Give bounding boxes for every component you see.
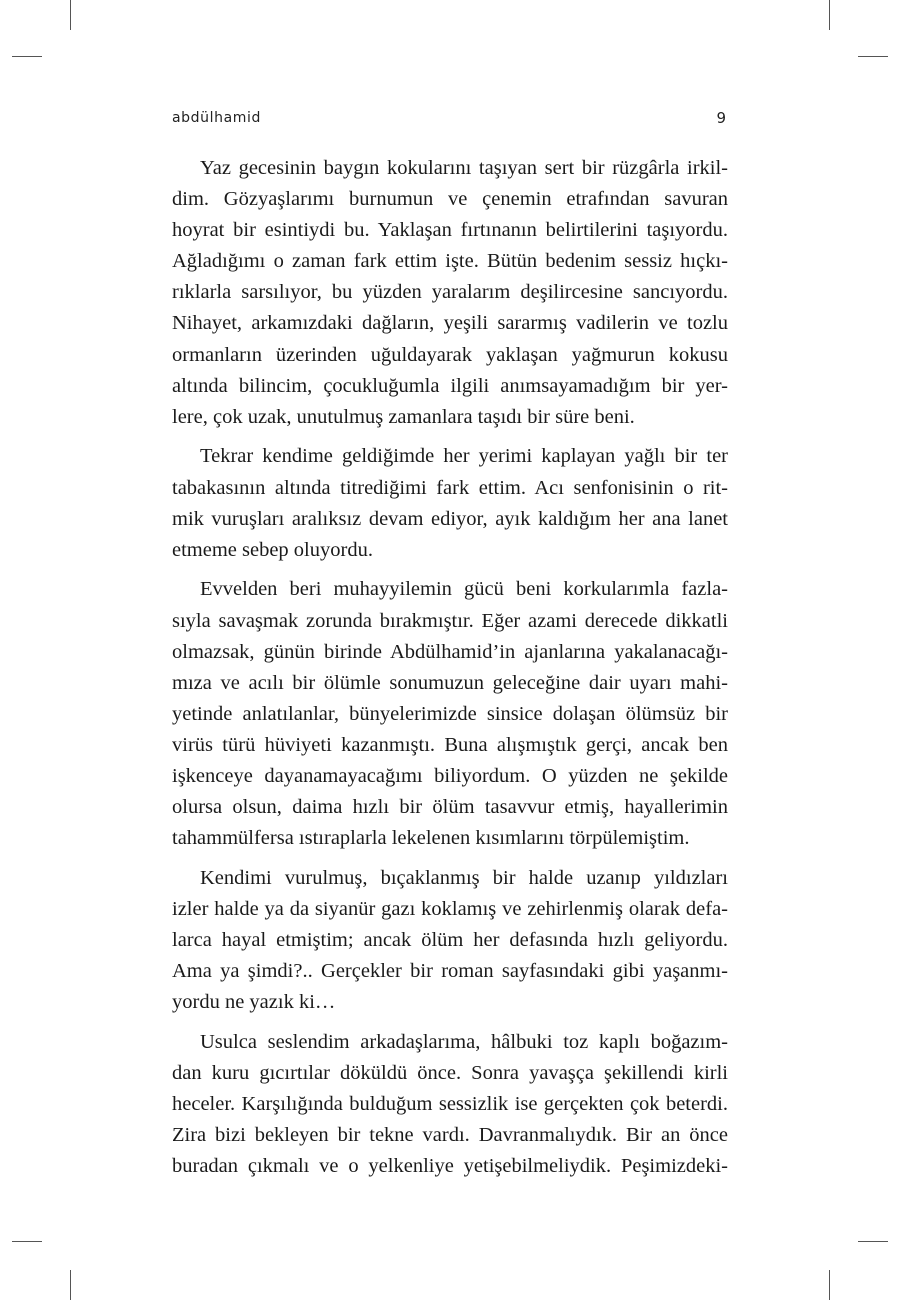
- body-text: [172, 153, 728, 1191]
- text-line: yordu ne yazık ki…: [172, 991, 336, 1014]
- page-number: 9: [716, 109, 726, 127]
- paragraph: [172, 441, 728, 565]
- text-line: Yaz gecesinin baygın kokularını taşıyan sert bir rüzgârla irkil-: [200, 157, 728, 179]
- text-line: Zira bizi bekleyen bir tekne vardı. Davranmalıydık. Bir an önce: [172, 1124, 728, 1147]
- text-line: işkenceye dayanamayacağımı biliyordum. O yüzden ne şekilde: [172, 764, 728, 787]
- text-line: mıza ve acılı bir ölümle sonumuzun geleceğine dair uyarı mahi-: [172, 671, 728, 694]
- paragraph: [172, 574, 728, 854]
- text-line: mik vuruşları aralıksız devam ediyor, ayık kaldığım her ana lanet: [172, 507, 728, 530]
- crop-mark-right-bottom: [858, 1241, 888, 1242]
- text-line: sıyla savaşmak zorunda bırakmıştır. Eğer azami derecede dikkatli: [172, 609, 728, 632]
- text-line: tabakasının altında titrediğimi fark ettim. Acı senfonisinin o rit-: [172, 476, 728, 499]
- crop-mark-bottom-right: [829, 1270, 830, 1300]
- running-head: abdülhamid: [172, 110, 261, 126]
- text-line: Usulca seslendim arkadaşlarıma, hâlbuki toz kaplı boğazım-: [200, 1030, 728, 1053]
- text-line: olmazsak, günün birinde Abdülhamid’in ajanlarına yakalanacağı-: [172, 640, 728, 663]
- text-line: Ama ya şimdi?.. Gerçekler bir roman sayfasındaki gibi yaşanmı-: [172, 960, 728, 983]
- text-line: Kendimi vurulmuş, bıçaklanmış bir halde uzanıp yıldızları: [200, 866, 728, 889]
- text-line: olursa olsun, daima hızlı bir ölüm tasavvur etmiş, hayallerimin: [172, 796, 728, 819]
- text-line: altında bilincim, çocukluğumla ilgili anımsayamadığım bir yer-: [172, 374, 728, 397]
- text-line: ormanların üzerinden uğuldayarak yaklaşan yağmurun kokusu: [172, 343, 728, 366]
- text-line: rıklarla sarsılıyor, bu yüzden yaralarım deşilircesine sancıyordu.: [172, 281, 728, 304]
- paragraph: [172, 863, 728, 1018]
- text-line: Nihayet, arkamızdaki dağların, yeşili sararmış vadilerin ve tozlu: [172, 312, 728, 335]
- text-line: dim. Gözyaşlarımı burnumun ve çenemin etrafından savuran: [172, 188, 728, 211]
- text-line: lere, çok uzak, unutulmuş zamanlara taşıdı bir süre beni.: [172, 405, 635, 428]
- text-line: Tekrar kendime geldiğimde her yerimi kaplayan yağlı bir ter: [200, 445, 728, 468]
- text-line: Ağladığımı o zaman fark ettim işte. Bütün bedenim sessiz hıçkı-: [172, 250, 728, 273]
- text-line: buradan çıkmalı ve o yelkenliye yetişebilmeliydik. Peşimizdeki-: [172, 1155, 728, 1178]
- text-line: heceler. Karşılığında bulduğum sessizlik ise gerçekten çok beterdi.: [172, 1093, 728, 1116]
- text-line: tahammülfersa ıstıraplarla lekelenen kısımlarını törpülemiştim.: [172, 827, 690, 850]
- crop-mark-top-left: [70, 0, 71, 30]
- paragraph: [172, 1027, 728, 1182]
- crop-mark-left-top: [12, 56, 42, 57]
- crop-mark-bottom-left: [70, 1270, 71, 1300]
- text-line: larca hayal etmiştim; ancak ölüm her defasında hızlı geliyordu.: [172, 929, 728, 952]
- text-line: etmeme sebep oluyordu.: [172, 538, 373, 561]
- crop-mark-right-top: [858, 56, 888, 57]
- text-line: yetinde anlatılanlar, bünyelerimizde sinsice dolaşan ölümsüz bir: [172, 702, 728, 725]
- paragraph: [172, 153, 728, 433]
- text-line: izler halde ya da siyanür gazı koklamış ve zehirlenmiş olarak defa-: [172, 897, 728, 920]
- text-line: dan kuru gıcırtılar döküldü önce. Sonra yavaşça şekillendi kirli: [172, 1062, 728, 1084]
- crop-mark-top-right: [829, 0, 830, 30]
- crop-mark-left-bottom: [12, 1241, 42, 1242]
- text-line: virüs türü hüviyeti kazanmıştı. Buna alışmıştık gerçi, ancak ben: [172, 733, 728, 756]
- text-line: Evvelden beri muhayyilemin gücü beni korkularımla fazla-: [200, 578, 728, 601]
- text-line: hoyrat bir esintiydi bu. Yaklaşan fırtınanın belirtilerini taşıyordu.: [172, 219, 728, 242]
